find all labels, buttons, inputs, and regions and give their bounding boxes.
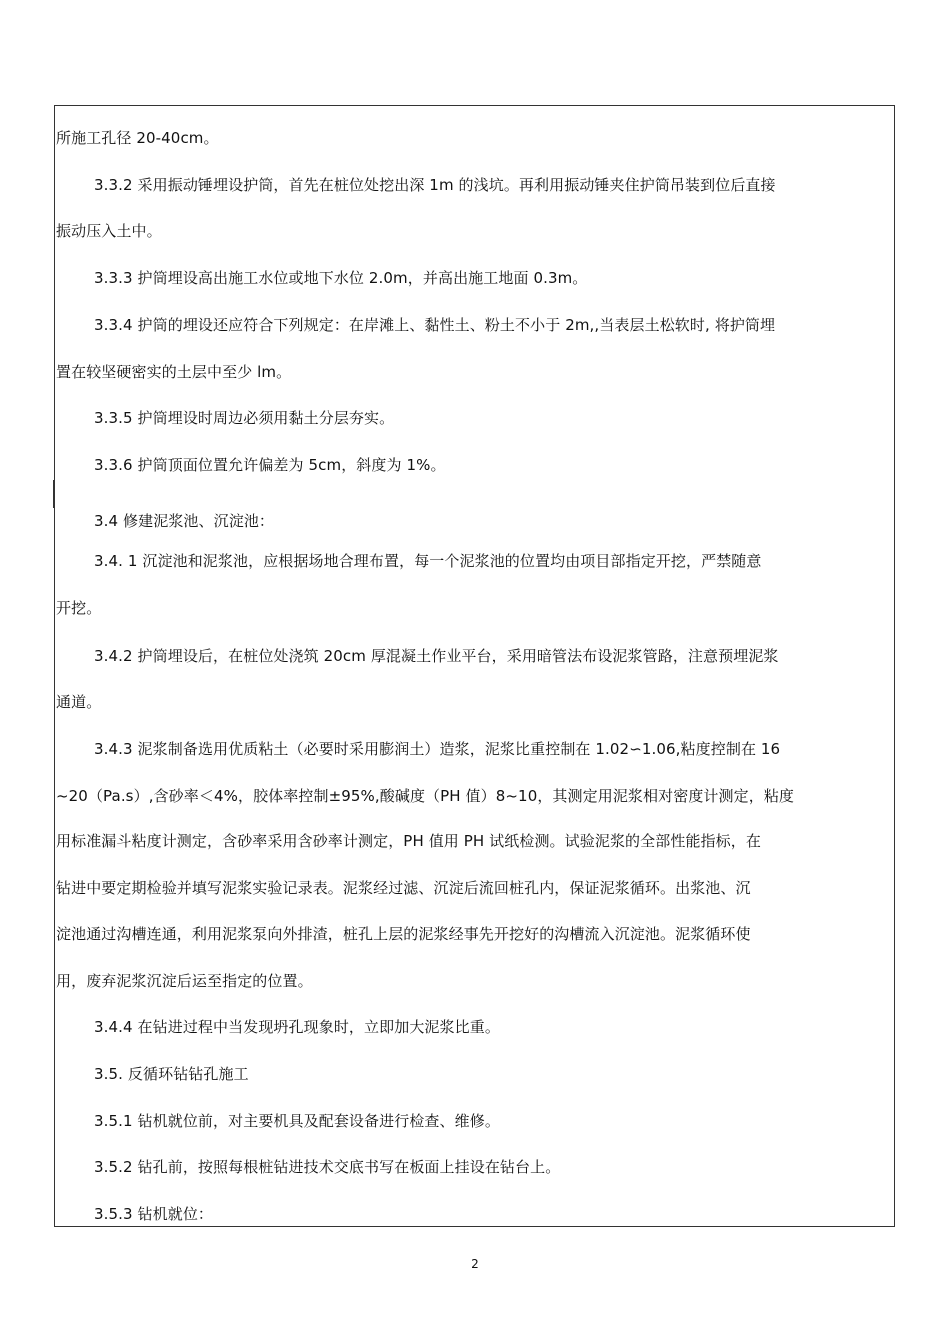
text-line: 3.5.2 钻孔前，按照每根桩钻进技术交底书写在板面上挂设在钻台上。 [94,1158,561,1176]
text-line: 开挖。 [56,599,102,617]
text-line: 3.5.3 钻机就位： [94,1205,214,1223]
text-line: 淀池通过沟槽连通，利用泥浆泵向外排渣，桩孔上层的泥浆经事先开挖好的沟槽流入沉淀池。泥浆循环使 [56,925,751,943]
text-line: 置在较坚硬密实的土层中至少 lm。 [56,363,292,381]
text-line: 3.4. 1 沉淀池和泥浆池，应根据场地合理布置，每一个泥浆池的位置均由项目部指定开挖，严禁随意 [94,552,762,570]
text-line: 所施工孔径 20-40cm。 [56,129,219,147]
text-line: 3.4 修建泥浆池、沉淀池： [94,512,275,530]
text-line: 钻进中要定期检验并填写泥浆实验记录表。泥浆经过滤、沉淀后流回桩孔内，保证泥浆循环。出浆池、沉 [56,879,751,897]
text-line: 3.5. 反循环钻钻孔施工 [94,1065,249,1083]
text-line: 通道。 [56,693,102,711]
text-line: 3.3.3 护筒埋设高出施工水位或地下水位 2.0m，并高出施工地面 0.3m。 [94,269,588,287]
page-number: 2 [471,1257,479,1271]
text-line: 3.3.2 采用振动锤埋设护筒，首先在桩位处挖出深 1m 的浅坑。再利用振动锤夹住护筒吊装到位后直接 [94,176,776,194]
text-line: 3.3.4 护筒的埋设还应符合下列规定：在岸滩上、黏性土、粉土不小于 2m,,当表层土松软时, 将护筒埋 [94,316,776,334]
text-line: ~20（Pa.s）,含砂率＜4%，胶体率控制±95%,酸碱度（PH 值）8~10，其测定用泥浆相对密度计测定，粘度 [56,787,795,805]
text-line: 用标准漏斗粘度计测定，含砂率采用含砂率计测定，PH 值用 PH 试纸检测。试验泥浆的全部性能指标，在 [56,832,761,850]
frame-mark [53,480,54,508]
text-line: 3.4.2 护筒埋设后，在桩位处浇筑 20cm 厚混凝土作业平台，采用暗管法布设泥浆管路，注意预埋泥浆 [94,647,779,665]
text-line: 3.4.3 泥浆制备选用优质粘土（必要时采用膨润土）造浆，泥浆比重控制在 1.02∽1.06,粘度控制在 16 [94,740,781,758]
text-line: 3.5.1 钻机就位前，对主要机具及配套设备进行检查、维修。 [94,1112,500,1130]
text-line: 3.3.6 护筒顶面位置允许偏差为 5cm，斜度为 1%。 [94,456,446,474]
text-line: 振动压入土中。 [56,222,162,240]
text-line: 3.4.4 在钻进过程中当发现坍孔现象时，立即加大泥浆比重。 [94,1018,500,1036]
text-line: 3.3.5 护筒埋设时周边必须用黏土分层夯实。 [94,409,395,427]
text-line: 用，废弃泥浆沉淀后运至指定的位置。 [56,972,313,990]
